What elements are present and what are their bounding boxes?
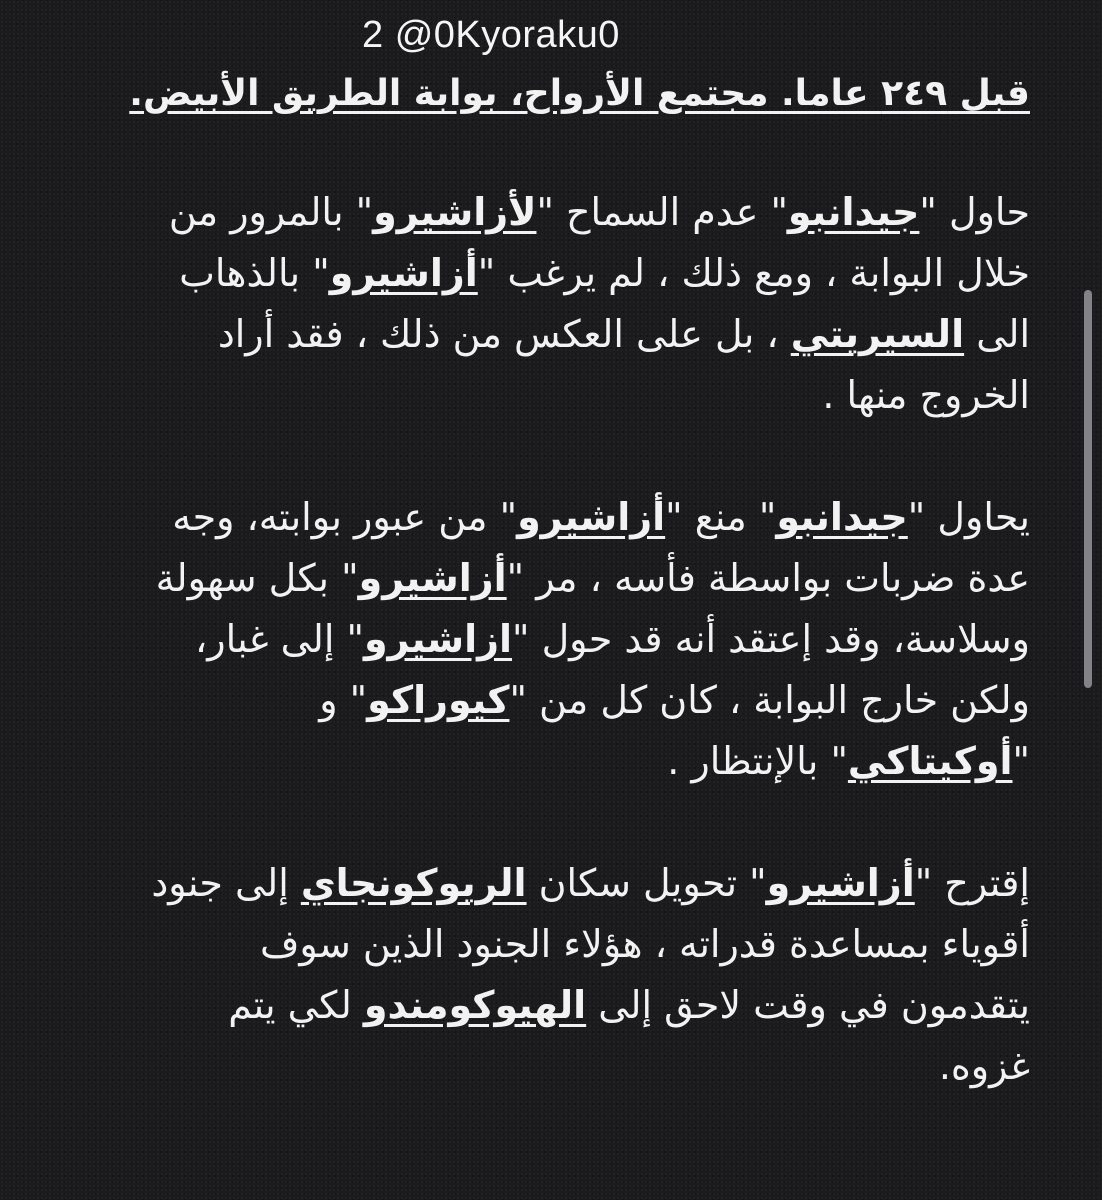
character-name: الريوكونجاي [300,861,527,905]
author-handle: 2 @0Kyoraku0 [362,14,620,56]
character-name: ازاشيرو [363,617,513,661]
paragraph-line: يتقدمون في وقت لاحق إلى الهيوكومندو لكي يتم [228,983,1030,1027]
note-paragraph [100,853,1030,1097]
note-body[interactable] [100,70,1030,1158]
paragraph-line: خلال البوابة ، ومع ذلك ، لم يرغب "أزاشيرو" بالذهاب [179,251,1030,295]
character-name: الهيوكومندو [363,983,587,1027]
paragraph-line: يحاول "جيدانبو" منع "أزاشيرو" من عبور بوابته، وجه [172,495,1030,539]
paragraph-line: الخروج منها . [822,373,1030,417]
character-name: كيوراكو [367,678,510,722]
paragraph-line: أقوياء بمساعدة قدراته ، هؤلاء الجنود الذين سوف [259,922,1030,966]
paragraph-line: ولكن خارج البوابة ، كان كل من "كيوراكو" و [319,678,1030,722]
character-name: أزاشيرو [766,861,915,905]
paragraph-line: غزوه. [938,1044,1030,1088]
note-paragraphs [100,182,1030,1097]
character-name: أزاشيرو [358,556,507,600]
character-name: جيدانبو [787,190,920,234]
paragraph-line: عدة ضربات بواسطة فأسه ، مر "أزاشيرو" بكل سهولة [155,556,1030,600]
paragraph-line: وسلاسة، وقد إعتقد أنه قد حول "ازاشيرو" إلى غبار، [194,617,1030,661]
character-name: لأزاشيرو [373,190,537,234]
character-name: جيدانبو [776,495,908,539]
note-title: قبل ٢٤٩ عاما. مجتمع الأرواح، بوابة الطريق الأبيض. [129,73,1030,114]
character-name: أوكيتاكي [847,739,1013,783]
character-name: أزاشيرو [329,251,478,295]
note-paragraph [100,182,1030,426]
paragraph-line: إقترح "أزاشيرو" تحويل سكان الريوكونجاي إلى جنود [151,861,1030,905]
vertical-scrollbar[interactable] [1084,290,1092,688]
note-paragraph [100,487,1030,792]
paragraph-line: الى السيريتي ، بل على العكس من ذلك ، فقد أراد [217,312,1030,356]
character-name: السيريتي [790,312,965,356]
character-name: أزاشيرو [517,495,666,539]
paragraph-line: حاول "جيدانبو" عدم السماح "لأزاشيرو" بالمرور من [168,190,1030,234]
paragraph-line: "أوكيتاكي" بالإنتظار . [667,739,1030,783]
